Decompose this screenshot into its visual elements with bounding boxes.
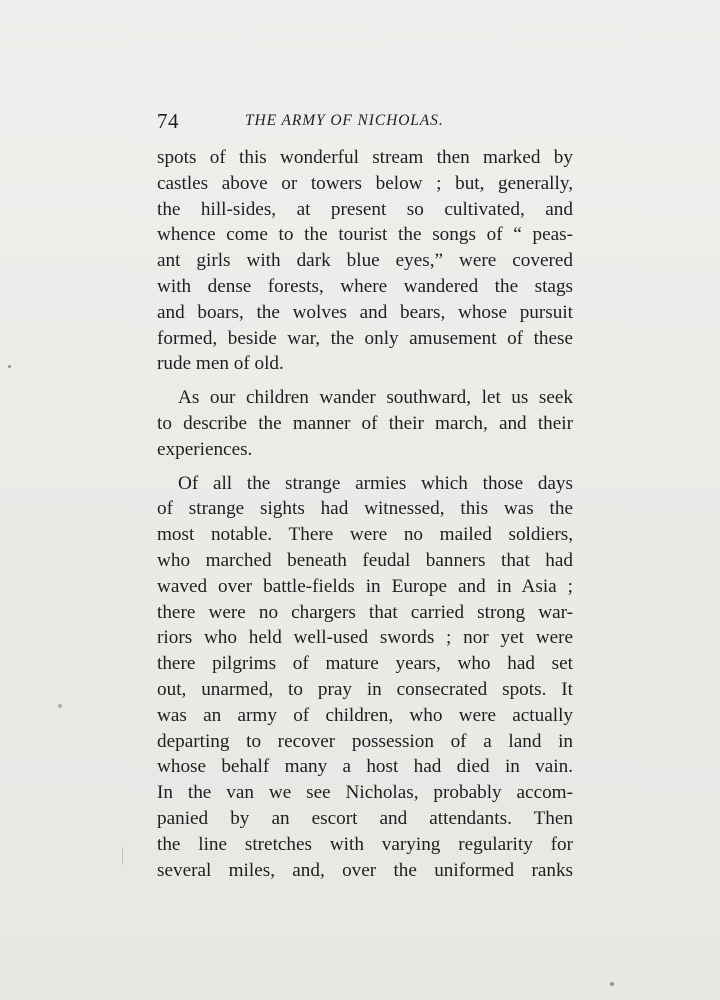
text-line: whose behalf many a host had died in vain. — [157, 756, 573, 778]
paper-speck — [610, 982, 614, 986]
text-line: several miles, and, over the uniformed ranks — [157, 859, 573, 881]
text-line: with dense forests, where wandered the stags — [157, 275, 573, 297]
page-body — [157, 145, 573, 891]
text-line: the line stretches with varying regularity for — [157, 833, 573, 855]
paragraph — [157, 145, 573, 377]
text-line: Of all the strange armies which those days — [178, 472, 573, 494]
paragraph — [157, 385, 573, 462]
text-line: to describe the manner of their march, and their — [157, 412, 573, 434]
text-line: waved over battle-fields in Europe and in Asia ; — [157, 575, 573, 597]
page-number: 74 — [157, 109, 179, 133]
text-line: out, unarmed, to pray in consecrated spots. It — [157, 678, 573, 700]
text-line: of strange sights had witnessed, this was the — [157, 498, 573, 520]
text-line: rude men of old. — [157, 353, 284, 375]
text-line: As our children wander southward, let us seek — [178, 387, 573, 409]
text-line: most notable. There were no mailed soldiers, — [157, 524, 573, 546]
paper-mark — [122, 847, 123, 865]
text-line: who marched beneath feudal banners that had — [157, 549, 573, 571]
text-line: In the van we see Nicholas, probably accom- — [157, 782, 573, 804]
text-line: castles above or towers below ; but, generally, — [157, 172, 573, 194]
text-line: experiences. — [157, 438, 253, 460]
text-line: ant girls with dark blue eyes,” were covered — [157, 250, 573, 272]
text-line: spots of this wonderful stream then marked by — [157, 147, 573, 168]
text-line: the hill-sides, at present so cultivated, and — [157, 198, 573, 220]
text-line: formed, beside war, the only amusement of these — [157, 327, 573, 349]
text-line: there pilgrims of mature years, who had set — [157, 653, 573, 675]
paragraph — [157, 471, 573, 884]
text-line: was an army of children, who were actually — [157, 704, 573, 726]
text-line: panied by an escort and attendants. Then — [157, 807, 573, 829]
page-header — [157, 106, 575, 136]
paper-speck — [8, 365, 11, 368]
text-line: riors who held well-used swords ; nor yet were — [157, 627, 573, 649]
paper-speck — [58, 704, 62, 708]
text-line: whence come to the tourist the songs of “ peas- — [157, 224, 573, 246]
text-line: departing to recover possession of a land in — [157, 730, 573, 752]
running-head: THE ARMY OF NICHOLAS. — [245, 112, 444, 129]
text-line: and boars, the wolves and bears, whose pursuit — [157, 301, 573, 323]
text-line: there were no chargers that carried strong war- — [157, 601, 573, 623]
